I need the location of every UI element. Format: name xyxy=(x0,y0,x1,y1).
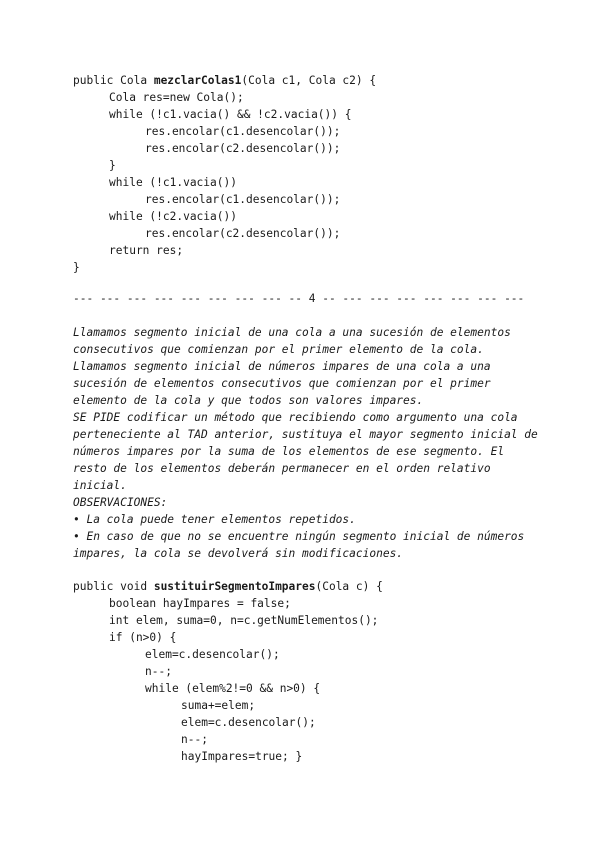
observation-item: • En caso de que no se encuentre ningún segmento inicial de números xyxy=(73,530,525,543)
code1-sig-post: (Cola c1, Cola c2) { xyxy=(241,74,377,87)
code1-line: while (!c1.vacia() && !c2.vacia()) { xyxy=(109,108,352,121)
code1-line: res.encolar(c2.desencolar()); xyxy=(145,142,341,155)
code2-line: n--; xyxy=(181,733,208,746)
code1-line: res.encolar(c1.desencolar()); xyxy=(145,125,341,138)
code1-line: return res; xyxy=(109,244,184,257)
code1-sig-pre: public Cola xyxy=(73,74,154,87)
code2-line: elem=c.desencolar(); xyxy=(145,648,280,661)
code1-signature xyxy=(73,72,376,89)
code2-line: while (elem%2!=0 && n>0) { xyxy=(145,682,321,695)
statement-line: Llamamos segmento inicial de una cola a una sucesión de elementos xyxy=(73,326,511,339)
code2-line: n--; xyxy=(145,665,172,678)
code2-line: suma+=elem; xyxy=(181,699,256,712)
statement-line: sucesión de elementos consecutivos que comienzan por el primer xyxy=(73,377,491,390)
code1-method-name: mezclarColas1 xyxy=(153,74,242,87)
statement-line: Llamamos segmento inicial de números impares de una cola a una xyxy=(73,360,491,373)
code2-line: int elem, suma=0, n=c.getNumElementos(); xyxy=(109,614,379,627)
code2-line: if (n>0) { xyxy=(109,631,177,644)
code2-method-name: sustituirSegmentoImpares xyxy=(153,580,316,593)
code2-signature xyxy=(73,578,383,595)
code2-sig-post: (Cola c) { xyxy=(315,580,383,593)
observation-item-cont: impares, la cola se devolverá sin modificaciones. xyxy=(73,547,404,560)
code2-line: hayImpares=true; } xyxy=(181,750,303,763)
statement-line: elemento de la cola y que todos son valores impares. xyxy=(73,394,424,407)
section-separator: --- --- --- --- --- --- --- --- -- 4 -- --- --- --- --- --- --- --- xyxy=(73,292,525,305)
statement-line: inicial. xyxy=(73,479,127,492)
code1-line: while (!c2.vacia()) xyxy=(109,210,237,223)
code1-line: } xyxy=(109,159,116,172)
statement-line: consecutivos que comienzan por el primer elemento de la cola. xyxy=(73,343,484,356)
observations-heading: OBSERVACIONES: xyxy=(73,496,168,509)
statement-line: números impares por la suma de los elementos de ese segmento. El xyxy=(73,445,505,458)
code1-line: while (!c1.vacia()) xyxy=(109,176,237,189)
code2-sig-pre: public void xyxy=(73,580,154,593)
statement-line: resto de los elementos deberán permanecer en el orden relativo xyxy=(73,462,491,475)
statement-line: perteneciente al TAD anterior, sustituya el mayor segmento inicial de xyxy=(73,428,538,441)
code1-line: Cola res=new Cola(); xyxy=(109,91,244,104)
code1-line: res.encolar(c1.desencolar()); xyxy=(145,193,341,206)
statement-line: SE PIDE codificar un método que recibiendo como argumento una cola xyxy=(73,411,518,424)
code2-line: boolean hayImpares = false; xyxy=(109,597,291,610)
code2-line: elem=c.desencolar(); xyxy=(181,716,316,729)
code1-line: res.encolar(c2.desencolar()); xyxy=(145,227,341,240)
observation-item: • La cola puede tener elementos repetidos. xyxy=(73,513,356,526)
code1-line: } xyxy=(73,261,80,274)
